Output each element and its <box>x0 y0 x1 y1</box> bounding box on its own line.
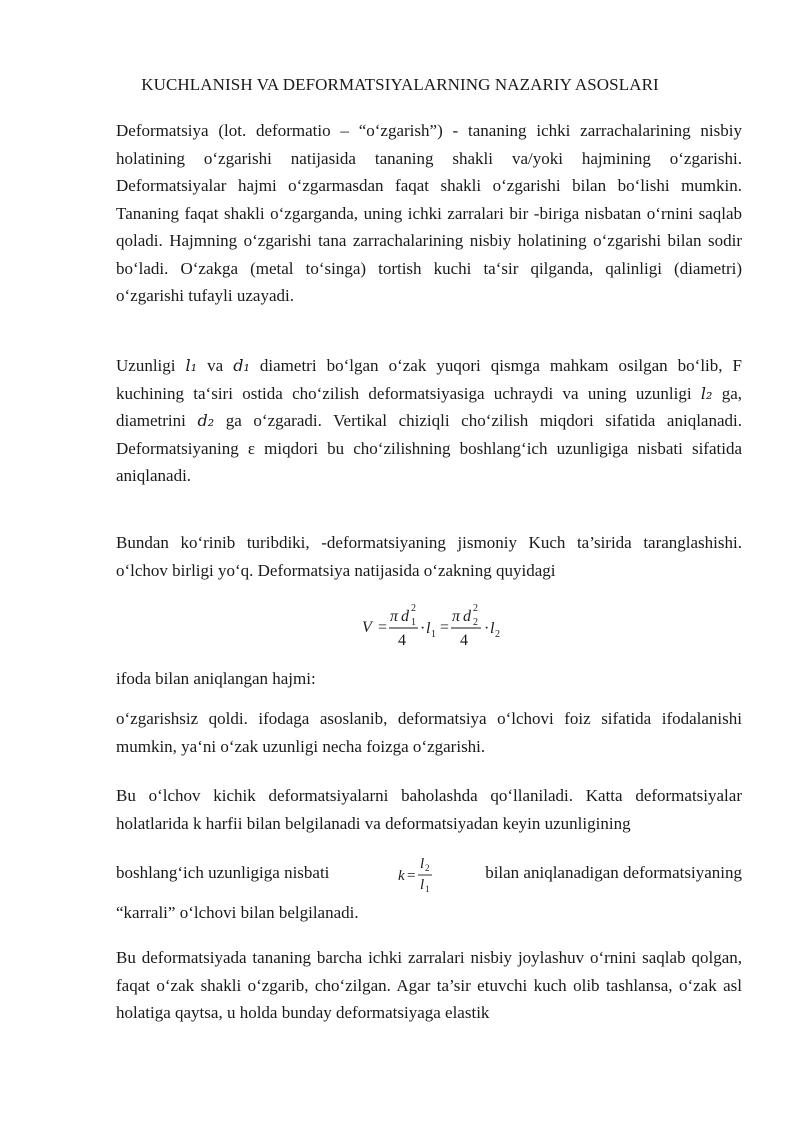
formula-k: k <box>398 868 405 884</box>
paragraph-rod-description <box>116 352 742 490</box>
formula-d: d <box>401 608 409 625</box>
text-line: “karrali” o‘lchovi bilan belgilanadi. <box>116 903 359 922</box>
formula-lhs: V <box>362 619 372 636</box>
paragraph-definition: Deformatsiya (lot. deformatio – “o‘zgarish”) - tananing ichki zarrachalarining nisbiy holatining o‘zgarishi natijasida tananing shakli va/yoki hajmining o‘zgarishi. Deformatsiyalar hajmi o‘zgarmasdan faqat shakli o‘zgarishi bilan bo‘lishi mumkin. Tananing faqat shakli o‘zgarganda, uning ichki zarralari bir -biriga nisbatan o‘rnini saqlab qoladi. Hajmning o‘zgarishi tana zarrachalarining nisbiy holatining o‘zgarishi bilan sodir bo‘ladi. O‘zakga (metal to‘singa) tortish kuchi ta‘sir qilganda, qalinligi (diametri) o‘zgarishi tufayli uzayadi. <box>116 121 742 305</box>
formula-l-den: l <box>420 877 425 893</box>
symbol-l2: l₂ <box>700 383 713 403</box>
formula-l: l <box>490 620 495 637</box>
text-run: ga, diametrini <box>116 383 742 430</box>
paragraph-unchanged: o‘zgarishsiz qoldi. ifodaga asoslanib, deformatsiya o‘lchovi foiz sifatida ifodalanishi mumkin, ya‘ni o‘zak uzunligi necha foizga o‘zgarishi. <box>116 709 742 756</box>
text-run: Uzunligi <box>116 356 186 375</box>
formula-l-num: l <box>420 856 425 872</box>
text-run: boshlang‘ich uzunligiga nisbati <box>116 863 330 882</box>
text-run: ga o‘zgaradi. Vertikal chiziqli cho‘zilish miqdori sifatida aniqlanadi. Deformatsiyaning ε miqdori bu cho‘zilishning boshlang‘ich uzunligiga nisbati sifatida aniqlanadi. <box>116 411 742 485</box>
formula-sub-num: 2 <box>425 863 430 873</box>
formula-sup: 2 <box>473 603 478 614</box>
formula-sub: 2 <box>495 629 500 640</box>
formula-l: l <box>426 620 431 637</box>
formula-d: d <box>463 608 471 625</box>
text-line <box>116 863 742 883</box>
symbol-l1: l₁ <box>185 356 198 375</box>
paragraph-elastic: Bu deformatsiyada tananing barcha ichki zarralari nisbiy joylashuv o‘rnini saqlab qolgan, faqat o‘zak shakli o‘zgarib, cho‘zilgan. Agar ta’sir etuvchi kuch olib tashlansa, o‘zak asl holatiga qaytsa, u holda bunday deformatsiyaga elastik <box>116 948 742 1022</box>
page-title: KUCHLANISH VA DEFORMATSIYALARNING NAZARIY ASOSLARI <box>141 75 659 94</box>
formula-sub: 1 <box>411 617 416 628</box>
paragraph-large-deformation: Bu o‘lchov kichik deformatsiyalarni baholashda qo‘llaniladi. Katta deformatsiyalar holatlarida k harfii bilan belgilanadi va deformatsiyadan keyin uzunligining <box>116 786 742 833</box>
formula-sub-den: 1 <box>425 884 430 894</box>
formula-pi: π <box>452 608 461 625</box>
paragraph-volume-intro: ifoda bilan aniqlangan hajmi: <box>116 669 316 688</box>
formula-sub: 1 <box>431 629 436 640</box>
symbol-d2: d₂ <box>197 411 215 430</box>
formula-dot: · <box>420 620 426 637</box>
formula-eq: = <box>407 868 416 884</box>
symbol-d1: d₁ <box>233 356 250 375</box>
formula-den: 4 <box>398 632 406 649</box>
formula-dot: · <box>484 620 490 637</box>
text-run: bilan aniqlanadigan deformatsiyaning <box>485 863 742 882</box>
formula-eq: = <box>378 619 388 636</box>
formula-sup: 2 <box>411 603 416 614</box>
formula-eq: = <box>440 619 450 636</box>
text-run: va <box>197 356 234 375</box>
paragraph-conclusion: Bundan ko‘rinib turibdiki, -deformatsiyaning jismoniy Kuch ta’sirida taranglashishi. o‘lchov birligi yo‘q. Deformatsiya natijasida o‘zakning quyidagi <box>116 533 742 580</box>
volume-formula <box>0 597 800 657</box>
text-run: diametri bo‘lgan o‘zak yuqori qismga mahkam osilgan bo‘lib, F kuchining ta‘siri ostida cho‘zilish deformatsiyasiga uchraydi va uning uzunligi <box>116 356 743 403</box>
formula-pi: π <box>390 608 399 625</box>
formula-sub: 2 <box>473 617 478 628</box>
formula-den: 4 <box>460 632 468 649</box>
